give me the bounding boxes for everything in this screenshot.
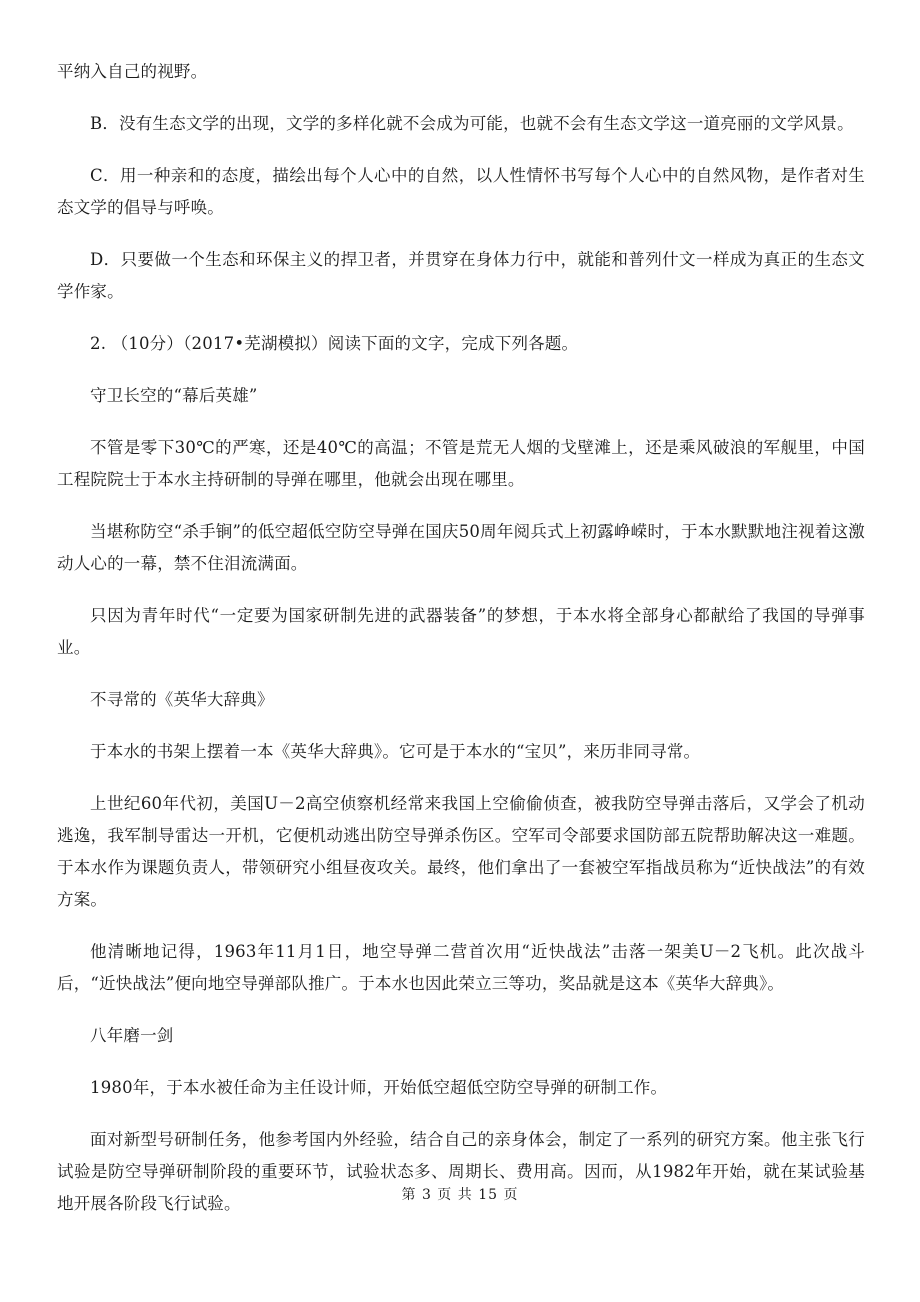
article-paragraph: 上世纪60年代初，美国U－2高空侦察机经常来我国上空偷偷侦查，被我防空导弹击落后，又学会了机动逃逸，我军制导雷达一开机，它便机动逃出防空导弹杀伤区。空军司令部要求国防部五院帮助解决这一难题。于本水作为课题负责人，带领研究小组昼夜攻关。最终，他们拿出了一套被空军指战员称为“近快战法”的有效方案。	[57, 794, 865, 909]
question-2-prompt: 2. （10分）（2017•芜湖模拟）阅读下面的文字，完成下列各题。	[90, 334, 579, 353]
option-c: C．用一种亲和的态度，描绘出每个人心中的自然，以人性情怀书写每个人心中的自然风物，是作者对生态文学的倡导与呼唤。	[57, 166, 865, 217]
article-paragraph: 他清晰地记得，1963年11月1日，地空导弹二营首次用“近快战法”击落一架美U－2飞机。此次战斗后，“近快战法”便向地空导弹部队推广。于本水也因此荣立三等功，奖品就是这本《英华大辞典》。	[57, 942, 865, 993]
section-heading: 八年磨一剑	[90, 1026, 174, 1045]
article-paragraph: 面对新型号研制任务，他参考国内外经验，结合自己的亲身体会，制定了一系列的研究方案。他主张飞行试验是防空导弹研制阶段的重要环节，试验状态多、周期长、费用高。因而，从1982年开始，就在某试验基地开展各阶段飞行试验。	[57, 1130, 865, 1213]
paragraph-continuation: 平纳入自己的视野。	[57, 62, 208, 81]
option-b: B．没有生态文学的出现，文学的多样化就不会成为可能，也就不会有生态文学这一道亮丽的文学风景。	[90, 114, 854, 133]
page-number-footer: 第 3 页 共 15 页	[401, 1187, 519, 1203]
article-title: 守卫长空的“幕后英雄”	[90, 386, 258, 405]
article-paragraph: 不管是零下30℃的严寒，还是40℃的高温；不管是荒无人烟的戈壁滩上，还是乘风破浪的军舰里，中国工程院院士于本水主持研制的导弹在哪里，他就会出现在哪里。	[57, 438, 865, 489]
option-d: D．只要做一个生态和环保主义的捍卫者，并贯穿在身体力行中，就能和普列什文一样成为真正的生态文学作家。	[57, 250, 865, 301]
article-paragraph: 于本水的书架上摆着一本《英华大辞典》。它可是于本水的“宝贝”，来历非同寻常。	[90, 742, 701, 761]
article-paragraph: 当堪称防空“杀手锏”的低空超低空防空导弹在国庆50周年阅兵式上初露峥嵘时，于本水默默地注视着这激动人心的一幕，禁不住泪流满面。	[57, 522, 865, 573]
article-paragraph: 只因为青年时代“一定要为国家研制先进的武器装备”的梦想，于本水将全部身心都献给了我国的导弹事业。	[57, 606, 865, 657]
document-body	[57, 56, 865, 1220]
section-heading: 不寻常的《英华大辞典》	[90, 690, 274, 709]
article-paragraph: 1980年，于本水被任命为主任设计师，开始低空超低空防空导弹的研制工作。	[90, 1078, 668, 1097]
